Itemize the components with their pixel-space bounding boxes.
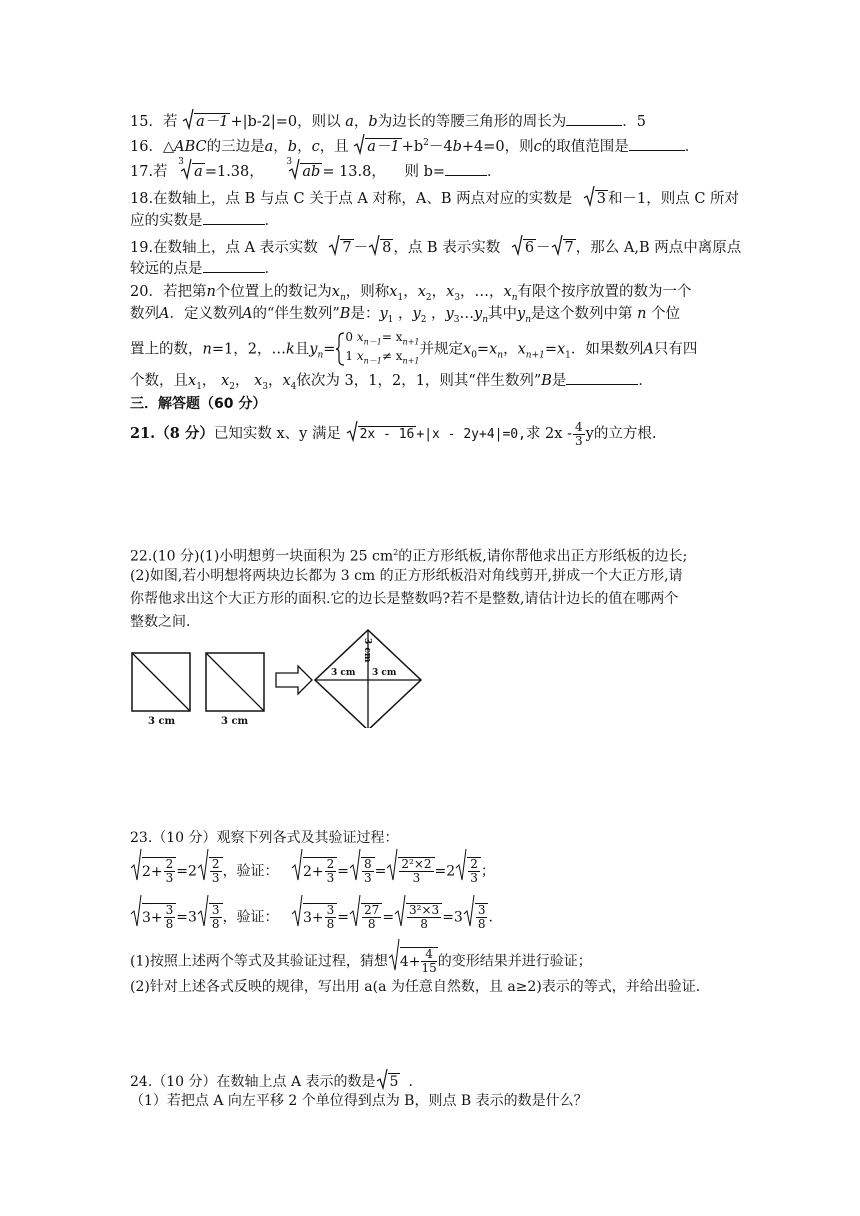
expr: = xyxy=(382,909,395,926)
numerator: 8 xyxy=(364,857,372,871)
denominator: 3 xyxy=(326,871,335,885)
var-y: y xyxy=(309,341,318,358)
radicand-6: 6 xyxy=(524,240,535,256)
sqrt-symbol xyxy=(353,133,365,161)
exponent: 2 xyxy=(393,548,399,557)
sqrt-symbol xyxy=(463,894,475,941)
q20-text: 个数，且 xyxy=(130,373,188,389)
q19-text: 较远的点是 xyxy=(130,261,203,277)
q18-text: 应的实数是 xyxy=(130,213,203,229)
period: ． xyxy=(684,139,700,155)
square-2 xyxy=(206,653,264,711)
numerator: 2 xyxy=(211,857,220,871)
q17-text: = 13.8， xyxy=(322,164,386,180)
q24-text: （1）若把点 A 向左平移 2 个单位得到点为 B，则点 B 表示的数是什么？ xyxy=(130,1093,588,1109)
answer-blank[interactable] xyxy=(203,210,265,225)
root-index: 3 xyxy=(178,157,184,167)
var-ab: ab xyxy=(302,164,321,180)
q22-text: 整数之间. xyxy=(130,614,191,630)
var-x: x xyxy=(221,373,230,389)
q22-text: 22.(10 分)(1)小明想剪一块面积为 25 cm xyxy=(130,548,394,565)
square-1 xyxy=(132,653,190,711)
subscript: 3 xyxy=(453,314,460,325)
sqrt-symbol xyxy=(291,894,303,941)
q17-number: 17.若 xyxy=(130,164,168,180)
piecewise-definition xyxy=(335,330,419,369)
question-15 xyxy=(130,108,646,136)
period: ． xyxy=(638,373,653,389)
sqrt-symbol xyxy=(130,848,142,895)
q18-text: 18.在数轴上，点 B 与点 C 关于点 A 对称，A、B 两点对应的实数是 xyxy=(130,191,573,207)
diamond-label-right: 3 cm xyxy=(372,668,397,678)
q20-text: 其中 xyxy=(487,306,517,322)
denominator: 3 xyxy=(412,871,421,885)
expr: = xyxy=(374,863,387,880)
sqrt-symbol xyxy=(346,420,358,448)
numerator: 3 xyxy=(165,903,174,917)
q20-text: ，则称 xyxy=(345,284,390,300)
var-y: y xyxy=(379,306,388,322)
q21-radicand: 2x - 16 xyxy=(359,427,415,442)
case-condition: ≠ x xyxy=(381,349,403,364)
radicand-7: 7 xyxy=(564,240,574,256)
var-x: x xyxy=(556,341,566,358)
var-x: x xyxy=(503,284,512,300)
question-18-line-1 xyxy=(130,185,739,213)
q19-text: 19.在数轴上，点 A 表示实数 xyxy=(130,240,318,256)
equals: = xyxy=(476,341,490,358)
fraction-4-3 xyxy=(573,421,585,448)
var-x: x xyxy=(446,284,455,300)
q18-text: 和－1，则点 C 所对 xyxy=(608,191,740,207)
var-y: y xyxy=(412,306,421,322)
case-value: 0 xyxy=(345,330,354,344)
q21-text: 求 2x - xyxy=(525,426,572,442)
denominator: 3 xyxy=(211,871,220,885)
q16-text: －4 xyxy=(428,139,453,155)
q20-text: 的“伴生数列” xyxy=(252,306,340,322)
var-c: c xyxy=(311,139,320,155)
q20-text: 且 xyxy=(294,341,310,358)
radicand-8: 8 xyxy=(382,240,392,256)
q16-text: ，且 xyxy=(319,139,349,155)
q24-text: 24.（10 分）在数轴上点 A 表示的数是 xyxy=(130,1074,376,1090)
subscript: 3 xyxy=(262,381,268,392)
q22-text: 的正方形纸板,请你帮他求出正方形纸板的边长; xyxy=(398,548,688,565)
sqrt-symbol xyxy=(130,894,142,941)
squares-figure xyxy=(126,628,446,728)
var-a: a xyxy=(194,164,203,180)
subscript: n xyxy=(525,314,531,325)
root-index: 3 xyxy=(286,157,293,167)
radicand-7: 7 xyxy=(342,240,352,256)
arrow-icon xyxy=(276,666,312,694)
q23-text: 的变形结果并进行验证； xyxy=(437,953,592,970)
q20-text: ．如果数列 xyxy=(570,341,644,358)
var-n: n xyxy=(202,341,212,358)
expr: =2 xyxy=(176,863,197,880)
question-20-line-1: 20．若把第n个位置上的数记为$x_n$，则称$x_1$，$x_2$，$x_3$，…，$x_n$有限个按序放置的数为一个 xyxy=(130,284,692,303)
sqrt-symbol xyxy=(291,848,303,895)
numerator: 2 xyxy=(470,857,478,871)
sqrt-symbol xyxy=(349,848,361,895)
punctuation: . xyxy=(488,909,493,926)
minus: － xyxy=(353,240,369,256)
numerator: 3 xyxy=(211,903,220,917)
answer-blank[interactable] xyxy=(566,111,622,126)
exponent: 2 xyxy=(423,138,429,149)
sqrt-symbol xyxy=(583,185,595,213)
expr: = xyxy=(337,863,350,880)
q16-text: +4=0，则 xyxy=(461,139,534,155)
q20-text: 置上的数， xyxy=(130,341,203,358)
comma: ， xyxy=(353,114,369,130)
expr: 4+ xyxy=(399,953,421,970)
q23-text: (1)按照上述两个等式及其验证过程，猜想 xyxy=(130,953,388,970)
expr: 2+ xyxy=(303,863,324,880)
cube-root-ab xyxy=(288,158,322,186)
subscript: 4 xyxy=(290,381,297,392)
expr: 3+ xyxy=(303,909,324,926)
var-A: A xyxy=(643,341,654,358)
sqrt-symbol xyxy=(368,234,380,262)
var-x: x xyxy=(188,373,197,389)
denominator: 8 xyxy=(367,917,376,931)
question-23-line-1 xyxy=(130,828,399,848)
numerator: 4 xyxy=(574,419,583,434)
ellipsis: … xyxy=(459,306,474,322)
q17-text: =1.38， xyxy=(204,164,264,180)
q20-text: 个位置上的数记为 xyxy=(215,284,332,300)
numerator: 2 xyxy=(326,857,335,871)
case-condition: = x xyxy=(381,330,403,344)
diamond-label-left: 3 cm xyxy=(331,668,356,678)
subscript: n xyxy=(339,292,346,303)
radicand-3: 3 xyxy=(596,191,607,207)
q20-text: 只有四 xyxy=(653,341,698,358)
var-B: B xyxy=(541,373,552,389)
q20-text: 是 xyxy=(551,373,567,389)
q20-text: 依次为 3，1，2，1，则其“伴生数列” xyxy=(296,373,542,389)
question-23-eq-1 xyxy=(130,848,495,895)
q20-text: 个位 xyxy=(651,306,681,322)
q15-text-2: 为边长的等腰三角形的周长为 xyxy=(377,114,567,130)
var-x: x xyxy=(463,341,472,358)
question-19-line-2 xyxy=(130,258,279,279)
subscript: 1 xyxy=(565,350,571,361)
numerator: 4 xyxy=(421,948,436,962)
denominator: 3 xyxy=(574,433,583,448)
var-c: c xyxy=(533,139,542,155)
q23-text: 23.（10 分）观察下列各式及其验证过程： xyxy=(130,830,399,846)
var-B: B xyxy=(339,306,351,322)
var-x: x xyxy=(489,341,498,358)
subscript: n xyxy=(497,350,504,361)
var-b: b xyxy=(368,114,378,130)
cube-root-a xyxy=(180,158,205,186)
expr: 2+ xyxy=(142,863,163,880)
denominator: 15 xyxy=(421,961,437,975)
numerator: 27 xyxy=(364,903,380,917)
q20-text: 有限个按序放置的数为一个 xyxy=(517,284,692,300)
ellipsis: ，…， xyxy=(460,284,504,300)
var-b: b xyxy=(452,139,462,155)
var-y: y xyxy=(516,306,526,322)
sqrt-symbol xyxy=(455,848,467,895)
denominator: 8 xyxy=(420,917,428,931)
numerator: 3 xyxy=(477,903,486,917)
denominator: 3 xyxy=(364,871,372,885)
radicand-5: 5 xyxy=(389,1074,399,1090)
q20-text: 是这个数列中第 xyxy=(530,306,633,322)
q15-number: 15．若 xyxy=(130,114,178,130)
var-x: x xyxy=(254,373,263,389)
denominator: 8 xyxy=(477,917,486,931)
numerator: 3²×3 xyxy=(409,903,440,917)
question-17 xyxy=(130,158,502,186)
q21-number: 21. xyxy=(130,425,156,442)
q15-text: +|b-2|=0，则以 xyxy=(230,114,341,130)
question-20-line-3: 置上的数，n=1，2，…k且$y_n=$ 0 $x_{n-1}= x_{n+1}$ 1 $x_{n-1}\ne x_{n+1}$ 并规定$x_0=x_n$，$x_{n+1}=x_1$．如果数列A只有四 xyxy=(130,330,697,372)
subscript: 1 xyxy=(387,314,394,325)
question-24-line-2 xyxy=(130,1091,588,1111)
case-value: 1 xyxy=(345,349,354,364)
numerator: 2²×2 xyxy=(401,857,432,871)
question-21 xyxy=(130,420,656,448)
question-20-line-4: 个数，且$x_1$， $x_2$， $x_3$，$x_4$依次为 3，1，2，1，则其“伴生数列”B是 ． xyxy=(130,370,653,397)
denominator: 8 xyxy=(165,917,174,931)
q20-text: ．定义数列 xyxy=(169,306,242,322)
comma: ， xyxy=(273,139,288,155)
sqrt-symbol xyxy=(328,234,340,262)
q21-text: y的立方根. xyxy=(585,426,657,442)
verify-label: ，验证： xyxy=(222,909,279,926)
var-x: x xyxy=(417,284,426,300)
subscript: 0 xyxy=(471,350,477,361)
expr: =3 xyxy=(442,909,463,926)
expr: 3+ xyxy=(142,909,163,926)
subscript: n－1 xyxy=(363,337,382,347)
period: ． xyxy=(264,261,279,277)
period: ． xyxy=(487,164,502,180)
q21-abs-term: +|x - 2y+4|=0, xyxy=(416,427,526,442)
period: ． xyxy=(408,1074,423,1090)
sqrt-symbol xyxy=(197,894,209,941)
denominator: 3 xyxy=(470,871,478,885)
q16-radicand: a－1 xyxy=(367,139,400,155)
comma: ， xyxy=(297,139,312,155)
var-n: n xyxy=(206,284,216,300)
subscript: n xyxy=(482,314,488,325)
verify-label: ，验证： xyxy=(222,863,279,880)
comma: ， xyxy=(503,341,518,358)
q20-text: =1，2，… xyxy=(211,341,286,358)
subscript: n－1 xyxy=(363,356,382,366)
subscript: 2 xyxy=(229,381,235,392)
square-1-label: 3 cm xyxy=(148,716,176,727)
q19-text: ，点 B 表示实数 xyxy=(393,240,501,256)
sqrt-symbol xyxy=(349,894,361,941)
question-20-line-2: 数列A．定义数列A的“伴生数列”B是：$y_1$ ，$y_2$ ，$y_3\dots y_n$其中$y_n$是这个数列中第 n 个位 xyxy=(130,306,681,325)
subscript: 1 xyxy=(196,381,202,392)
subscript: 2 xyxy=(425,292,432,303)
denominator: 3 xyxy=(165,871,174,885)
question-23-part-2 xyxy=(130,977,700,997)
var-A: A xyxy=(241,306,253,322)
minus: － xyxy=(536,240,551,256)
q20-text: 是： xyxy=(350,306,380,322)
numerator: 2 xyxy=(165,857,174,871)
denominator: 8 xyxy=(326,917,335,931)
var-x: x xyxy=(389,284,398,300)
q16-number: 16．△ xyxy=(130,139,175,155)
answer-blank[interactable] xyxy=(629,136,685,151)
subscript: n+1 xyxy=(402,356,420,366)
question-22-line-2 xyxy=(130,566,683,586)
q20-text: 并规定 xyxy=(419,341,463,358)
q23-text: (2)针对上述各式反映的规律，写出用 a(a 为任意自然数，且 a≥2)表示的等式，并给出验证. xyxy=(130,979,701,995)
q17-text: 则 b= xyxy=(404,164,446,180)
question-22-line-3 xyxy=(130,589,678,609)
square-2-label: 3 cm xyxy=(221,716,249,727)
var-a: a xyxy=(345,114,354,130)
section-heading: 三．解答题（60 分） xyxy=(130,396,267,412)
var-y: y xyxy=(473,306,483,322)
expr: =3 xyxy=(176,909,197,926)
subscript: n xyxy=(317,350,324,361)
var-x: x xyxy=(282,373,291,389)
equals: = xyxy=(544,341,557,358)
var-n: n xyxy=(637,306,647,322)
subscript: 1 xyxy=(397,292,404,303)
q21-text: 已知实数 x、y 满足 xyxy=(213,426,341,442)
var-x: x xyxy=(517,341,526,358)
answer-blank[interactable] xyxy=(445,161,487,176)
diamond-label-top: 3 cm xyxy=(362,638,372,663)
punctuation: ； xyxy=(480,863,495,880)
q22-text: (2)如图,若小明想将两块边长都为 3 cm 的正方形纸板沿对角线剪开,拼成一个大正方形,请 xyxy=(130,568,683,584)
q20-text: 数列 xyxy=(130,306,159,322)
period: ． xyxy=(264,213,279,229)
q20-text: 20．若把第 xyxy=(130,284,207,300)
subscript: 3 xyxy=(454,292,461,303)
var-x: x xyxy=(356,330,364,344)
q16-text: 的取值范围是 xyxy=(541,139,629,155)
q19-text: ，那么 A,B 两点中离原点 xyxy=(575,240,742,256)
sqrt-symbol xyxy=(511,234,523,262)
question-22-line-1 xyxy=(130,543,687,567)
q15-answer: ．5 xyxy=(622,114,646,130)
sqrt-symbol xyxy=(182,108,194,136)
var-A: A xyxy=(159,306,170,322)
subscript: n+1 xyxy=(402,337,420,347)
numerator: 3 xyxy=(326,903,335,917)
var-a: a xyxy=(264,139,274,155)
sqrt-symbol xyxy=(551,234,563,262)
sqrt-symbol xyxy=(386,848,398,895)
q16-text: 的三边是 xyxy=(206,139,265,155)
subscript: 2 xyxy=(420,314,427,325)
var-y: y xyxy=(445,306,454,322)
q16-text: +b xyxy=(401,139,424,155)
subscript: n xyxy=(511,292,518,303)
sqrt-symbol xyxy=(197,848,209,895)
var-x: x xyxy=(331,284,340,300)
q22-text: 你帮他求出这个大正方形的面积.它的边长是整数吗?若不是整数,请估计边长的值在哪两个 xyxy=(130,591,679,607)
expr: = xyxy=(337,909,350,926)
var-b: b xyxy=(287,139,298,155)
q21-points: （8 分） xyxy=(155,425,214,442)
question-18-line-2 xyxy=(130,210,279,231)
triangle-abc: ABC xyxy=(174,139,207,155)
var-x: x xyxy=(356,349,364,364)
q15-radicand: a－1 xyxy=(196,114,229,130)
question-16 xyxy=(130,133,699,161)
left-brace-icon xyxy=(335,332,345,366)
subscript: n+1 xyxy=(525,350,545,361)
var-k: k xyxy=(285,341,295,358)
question-23-eq-2 xyxy=(130,894,493,941)
expr: =2 xyxy=(434,863,456,880)
answer-blank[interactable] xyxy=(203,258,265,273)
denominator: 8 xyxy=(211,917,220,931)
sqrt-symbol xyxy=(394,894,406,941)
answer-blank[interactable] xyxy=(566,370,638,385)
